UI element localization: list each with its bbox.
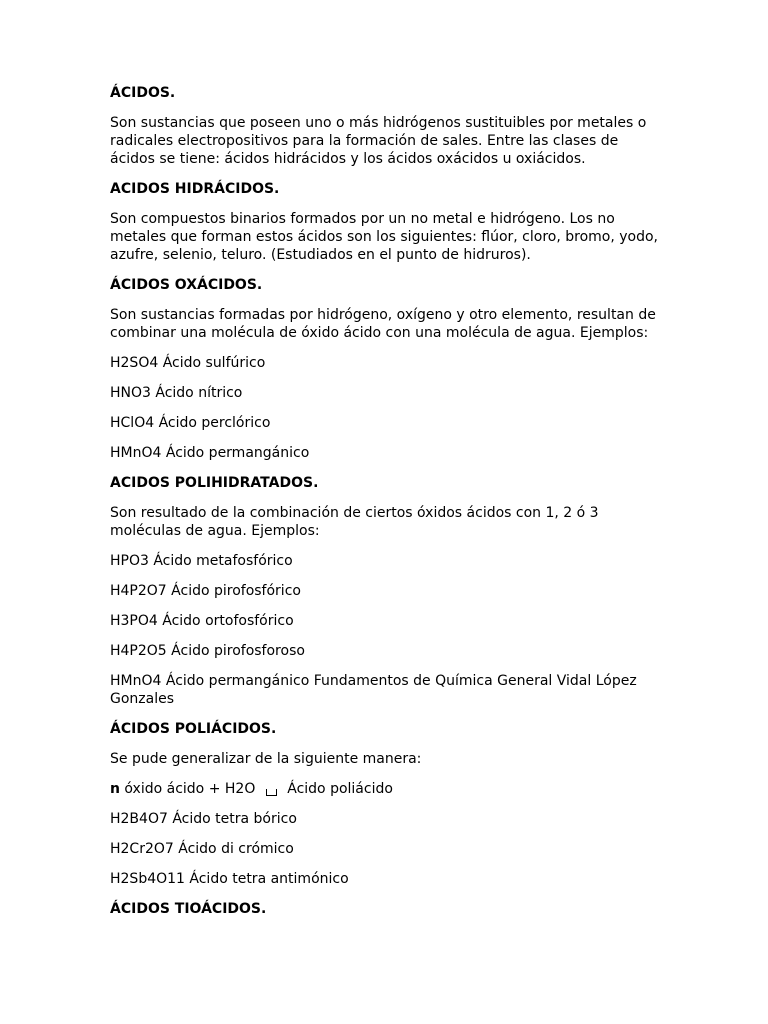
list-item: H2Sb4O11 Ácido tetra antimónico (110, 871, 349, 887)
list-item: HPO3 Ácido metafosfórico (110, 553, 293, 569)
arrow-icon (266, 789, 277, 796)
list-item: H2Cr2O7 Ácido di crómico (110, 841, 294, 857)
list-item: H4P2O7 Ácido pirofosfórico (110, 583, 301, 599)
heading-oxacidos: ÁCIDOS OXÁCIDOS. (110, 277, 263, 293)
paragraph-oxacidos: Son sustancias formadas por hidrógeno, oxígeno y otro elemento, resultan de combinar una molécula de óxido ácido con una molécula de agua. Ejemplos: (110, 307, 656, 341)
heading-acidos: ÁCIDOS. (110, 85, 176, 101)
heading-poliacidos: ÁCIDOS POLIÁCIDOS. (110, 721, 277, 737)
paragraph-acidos: Son sustancias que poseen uno o más hidrógenos sustituibles por metales o radicales electropositivos para la formación de sales. Entre las clases de ácidos se tiene: ácidos hidrácidos y los ácidos oxácidos u oxiácidos. (110, 115, 647, 167)
list-item: HNO3 Ácido nítrico (110, 385, 243, 401)
formula-n: n (110, 781, 120, 797)
formula-right: Ácido poliácido (287, 781, 393, 797)
list-item: H4P2O5 Ácido pirofosforoso (110, 643, 305, 659)
paragraph-polihidratados: Son resultado de la combinación de ciertos óxidos ácidos con 1, 2 ó 3 moléculas de agua. Ejemplos: (110, 505, 599, 539)
list-item: HClO4 Ácido perclórico (110, 415, 271, 431)
paragraph-hidracidos: Son compuestos binarios formados por un no metal e hidrógeno. Los no metales que forman estos ácidos son los siguientes: flúor, cloro, bromo, yodo, azufre, selenio, teluro. (Estudiados en el punto de hidruros). (110, 211, 659, 263)
formula-left: óxido ácido + H2O (124, 781, 256, 797)
list-item: H2SO4 Ácido sulfúrico (110, 355, 266, 371)
list-item: HMnO4 Ácido permangánico (110, 445, 310, 461)
heading-tioacidos: ÁCIDOS TIOÁCIDOS. (110, 901, 267, 917)
document-body (110, 84, 666, 930)
list-item: H3PO4 Ácido ortofosfórico (110, 613, 294, 629)
heading-hidracidos: ACIDOS HIDRÁCIDOS. (110, 181, 280, 197)
list-item: H2B4O7 Ácido tetra bórico (110, 811, 297, 827)
heading-polihidratados: ACIDOS POLIHIDRATADOS. (110, 475, 319, 491)
list-item: HMnO4 Ácido permangánico Fundamentos de Química General Vidal López Gonzales (110, 673, 637, 707)
formula-line (110, 780, 666, 798)
paragraph-poliacidos: Se pude generalizar de la siguiente manera: (110, 751, 422, 767)
